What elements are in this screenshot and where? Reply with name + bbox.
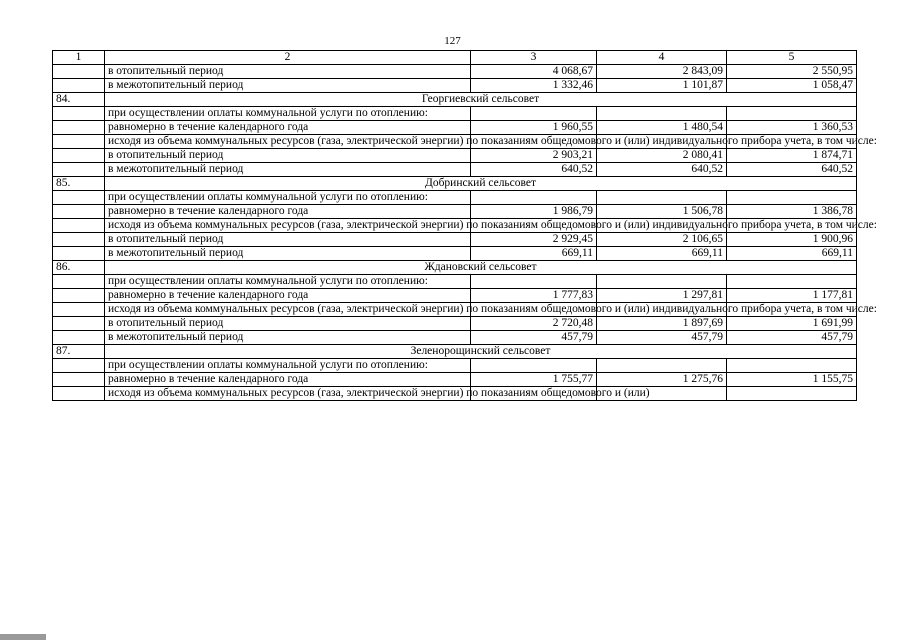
- row-description: исходя из объема коммунальных ресурсов (газа, электрической энергии) по показаниям общедомового и (или) индивидуального прибора учета, в том числе:: [105, 303, 471, 317]
- value-cell: [471, 107, 597, 121]
- value-col5: 640,52: [727, 163, 857, 177]
- column-header-row: [53, 51, 857, 65]
- section-row: [53, 261, 857, 275]
- row-description: в отопительный период: [105, 65, 471, 79]
- value-col5: 1 177,81: [727, 289, 857, 303]
- value-row: [53, 149, 857, 163]
- section-row: [53, 345, 857, 359]
- value-cell: [727, 387, 857, 401]
- value-col3: 1 332,46: [471, 79, 597, 93]
- value-cell: [471, 359, 597, 373]
- row-number-cell: [53, 303, 105, 317]
- row-description: в отопительный период: [105, 317, 471, 331]
- section-number: 84.: [53, 93, 105, 107]
- section-number: 86.: [53, 261, 105, 275]
- value-col3: 1 777,83: [471, 289, 597, 303]
- value-col5: 2 550,95: [727, 65, 857, 79]
- section-title: Георгиевский сельсовет: [105, 93, 857, 107]
- description-row: [53, 191, 857, 205]
- value-row: [53, 233, 857, 247]
- column-header-3: 3: [471, 51, 597, 65]
- row-description: исходя из объема коммунальных ресурсов (газа, электрической энергии) по показаниям общедомового и (или) индивидуального прибора учета, в том числе:: [105, 219, 471, 233]
- row-description: равномерно в течение календарного года: [105, 205, 471, 219]
- value-col4: 1 897,69: [597, 317, 727, 331]
- row-number-cell: [53, 79, 105, 93]
- value-col3: 1 755,77: [471, 373, 597, 387]
- section-title: Ждановский сельсовет: [105, 261, 857, 275]
- section-number: 87.: [53, 345, 105, 359]
- row-description: равномерно в течение календарного года: [105, 373, 471, 387]
- description-row: [53, 359, 857, 373]
- value-col4: 640,52: [597, 163, 727, 177]
- description-row: [53, 107, 857, 121]
- value-col4: 669,11: [597, 247, 727, 261]
- value-col3: 1 986,79: [471, 205, 597, 219]
- value-row: [53, 163, 857, 177]
- column-header-5: 5: [727, 51, 857, 65]
- value-col5: 1 691,99: [727, 317, 857, 331]
- row-description: в межотопительный период: [105, 247, 471, 261]
- row-number-cell: [53, 331, 105, 345]
- value-row: [53, 331, 857, 345]
- row-description: в межотопительный период: [105, 163, 471, 177]
- value-col5: 1 386,78: [727, 205, 857, 219]
- row-number-cell: [53, 65, 105, 79]
- section-row: [53, 93, 857, 107]
- section-number: 85.: [53, 177, 105, 191]
- page-number: 127: [444, 35, 461, 47]
- value-col4: 1 297,81: [597, 289, 727, 303]
- row-number-cell: [53, 233, 105, 247]
- row-number-cell: [53, 135, 105, 149]
- description-row: [53, 219, 857, 233]
- row-number-cell: [53, 359, 105, 373]
- column-header-4: 4: [597, 51, 727, 65]
- value-cell: [597, 107, 727, 121]
- row-description: в отопительный период: [105, 149, 471, 163]
- value-col3: 1 960,55: [471, 121, 597, 135]
- row-description: в межотопительный период: [105, 79, 471, 93]
- row-description: равномерно в течение календарного года: [105, 289, 471, 303]
- value-col3: 2 929,45: [471, 233, 597, 247]
- description-row: [53, 275, 857, 289]
- row-description: при осуществлении оплаты коммунальной услуги по отоплению:: [105, 275, 471, 289]
- row-number-cell: [53, 149, 105, 163]
- row-number-cell: [53, 121, 105, 135]
- row-number-cell: [53, 247, 105, 261]
- row-number-cell: [53, 163, 105, 177]
- value-col5: 1 900,96: [727, 233, 857, 247]
- value-col4: 2 843,09: [597, 65, 727, 79]
- value-cell: [597, 191, 727, 205]
- value-row: [53, 205, 857, 219]
- value-col4: 2 106,65: [597, 233, 727, 247]
- row-number-cell: [53, 219, 105, 233]
- section-title: Добринский сельсовет: [105, 177, 857, 191]
- value-row: [53, 79, 857, 93]
- value-col4: 457,79: [597, 331, 727, 345]
- row-description: равномерно в течение календарного года: [105, 121, 471, 135]
- value-col3: 2 903,21: [471, 149, 597, 163]
- value-col3: 457,79: [471, 331, 597, 345]
- value-cell: [727, 359, 857, 373]
- value-col5: 1 874,71: [727, 149, 857, 163]
- row-number-cell: [53, 373, 105, 387]
- value-col3: 640,52: [471, 163, 597, 177]
- value-col5: 457,79: [727, 331, 857, 345]
- value-col4: 1 275,76: [597, 373, 727, 387]
- description-row: [53, 387, 857, 401]
- row-description: в межотопительный период: [105, 331, 471, 345]
- row-number-cell: [53, 275, 105, 289]
- value-cell: [597, 275, 727, 289]
- description-row: [53, 303, 857, 317]
- value-col4: 2 080,41: [597, 149, 727, 163]
- value-col5: 1 058,47: [727, 79, 857, 93]
- value-cell: [471, 275, 597, 289]
- value-col4: 1 506,78: [597, 205, 727, 219]
- value-col4: 1 101,87: [597, 79, 727, 93]
- value-row: [53, 247, 857, 261]
- value-row: [53, 373, 857, 387]
- tariff-table: [52, 50, 877, 401]
- row-number-cell: [53, 191, 105, 205]
- value-row: [53, 317, 857, 331]
- row-description: при осуществлении оплаты коммунальной услуги по отоплению:: [105, 107, 471, 121]
- row-number-cell: [53, 107, 105, 121]
- value-col3: 4 068,67: [471, 65, 597, 79]
- value-col5: 669,11: [727, 247, 857, 261]
- column-header-2: 2: [105, 51, 471, 65]
- value-row: [53, 121, 857, 135]
- column-header-1: 1: [53, 51, 105, 65]
- row-description: в отопительный период: [105, 233, 471, 247]
- section-row: [53, 177, 857, 191]
- value-cell: [597, 359, 727, 373]
- value-col3: 669,11: [471, 247, 597, 261]
- row-description: при осуществлении оплаты коммунальной услуги по отоплению:: [105, 359, 471, 373]
- value-cell: [727, 107, 857, 121]
- value-row: [53, 289, 857, 303]
- value-row: [53, 65, 857, 79]
- value-cell: [727, 191, 857, 205]
- value-col4: 1 480,54: [597, 121, 727, 135]
- value-cell: [471, 191, 597, 205]
- row-description: при осуществлении оплаты коммунальной услуги по отоплению:: [105, 191, 471, 205]
- row-number-cell: [53, 387, 105, 401]
- value-col3: 2 720,48: [471, 317, 597, 331]
- row-description: исходя из объема коммунальных ресурсов (газа, электрической энергии) по показаниям общедомового и (или): [105, 387, 471, 401]
- value-col5: 1 155,75: [727, 373, 857, 387]
- description-row: [53, 135, 857, 149]
- row-number-cell: [53, 205, 105, 219]
- scan-edge-mark: [0, 634, 46, 640]
- value-col5: 1 360,53: [727, 121, 857, 135]
- value-cell: [727, 275, 857, 289]
- row-number-cell: [53, 289, 105, 303]
- row-description: исходя из объема коммунальных ресурсов (газа, электрической энергии) по показаниям общедомового и (или) индивидуального прибора учета, в том числе:: [105, 135, 471, 149]
- section-title: Зеленорощинский сельсовет: [105, 345, 857, 359]
- row-number-cell: [53, 317, 105, 331]
